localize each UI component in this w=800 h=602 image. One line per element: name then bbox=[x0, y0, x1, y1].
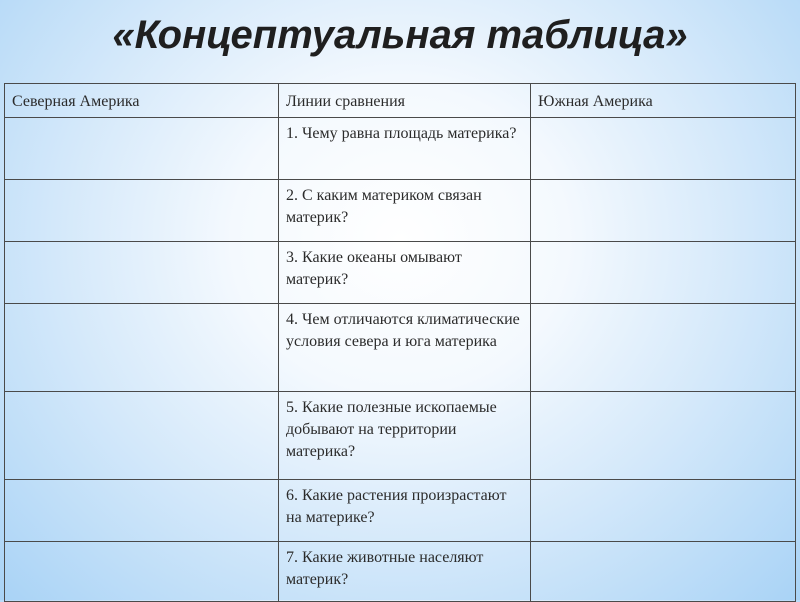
table-row bbox=[5, 242, 796, 304]
cell-comparison: 6. Какие растения произрастают на материке? bbox=[279, 480, 531, 542]
table-row bbox=[5, 118, 796, 180]
cell-north-america bbox=[5, 392, 279, 480]
cell-north-america bbox=[5, 118, 279, 180]
cell-comparison: 4. Чем отличаются климатические условия севера и юга материка bbox=[279, 304, 531, 392]
cell-north-america bbox=[5, 242, 279, 304]
cell-south-america bbox=[531, 180, 796, 242]
table-row bbox=[5, 392, 796, 480]
table-row bbox=[5, 180, 796, 242]
cell-comparison: 7. Какие животные населяют материк? bbox=[279, 542, 531, 602]
cell-north-america bbox=[5, 480, 279, 542]
header-south-america: Южная Америка bbox=[531, 84, 796, 118]
cell-south-america bbox=[531, 392, 796, 480]
cell-comparison: 5. Какие полезные ископаемые добывают на территории материка? bbox=[279, 392, 531, 480]
cell-north-america bbox=[5, 304, 279, 392]
cell-south-america bbox=[531, 242, 796, 304]
cell-comparison: 1. Чему равна площадь материка? bbox=[279, 118, 531, 180]
header-comparison-lines: Линии сравнения bbox=[279, 84, 531, 118]
cell-south-america bbox=[531, 118, 796, 180]
cell-south-america bbox=[531, 542, 796, 602]
concept-table bbox=[4, 83, 796, 602]
table-header-row bbox=[5, 84, 796, 118]
cell-comparison: 3. Какие океаны омывают материк? bbox=[279, 242, 531, 304]
cell-north-america bbox=[5, 542, 279, 602]
slide-title: «Концептуальная таблица» bbox=[112, 13, 688, 57]
cell-north-america bbox=[5, 180, 279, 242]
cell-comparison: 2. С каким материком связан материк? bbox=[279, 180, 531, 242]
table-row bbox=[5, 542, 796, 602]
header-north-america: Северная Америка bbox=[5, 84, 279, 118]
cell-south-america bbox=[531, 304, 796, 392]
table-row bbox=[5, 480, 796, 542]
cell-south-america bbox=[531, 480, 796, 542]
table-row bbox=[5, 304, 796, 392]
